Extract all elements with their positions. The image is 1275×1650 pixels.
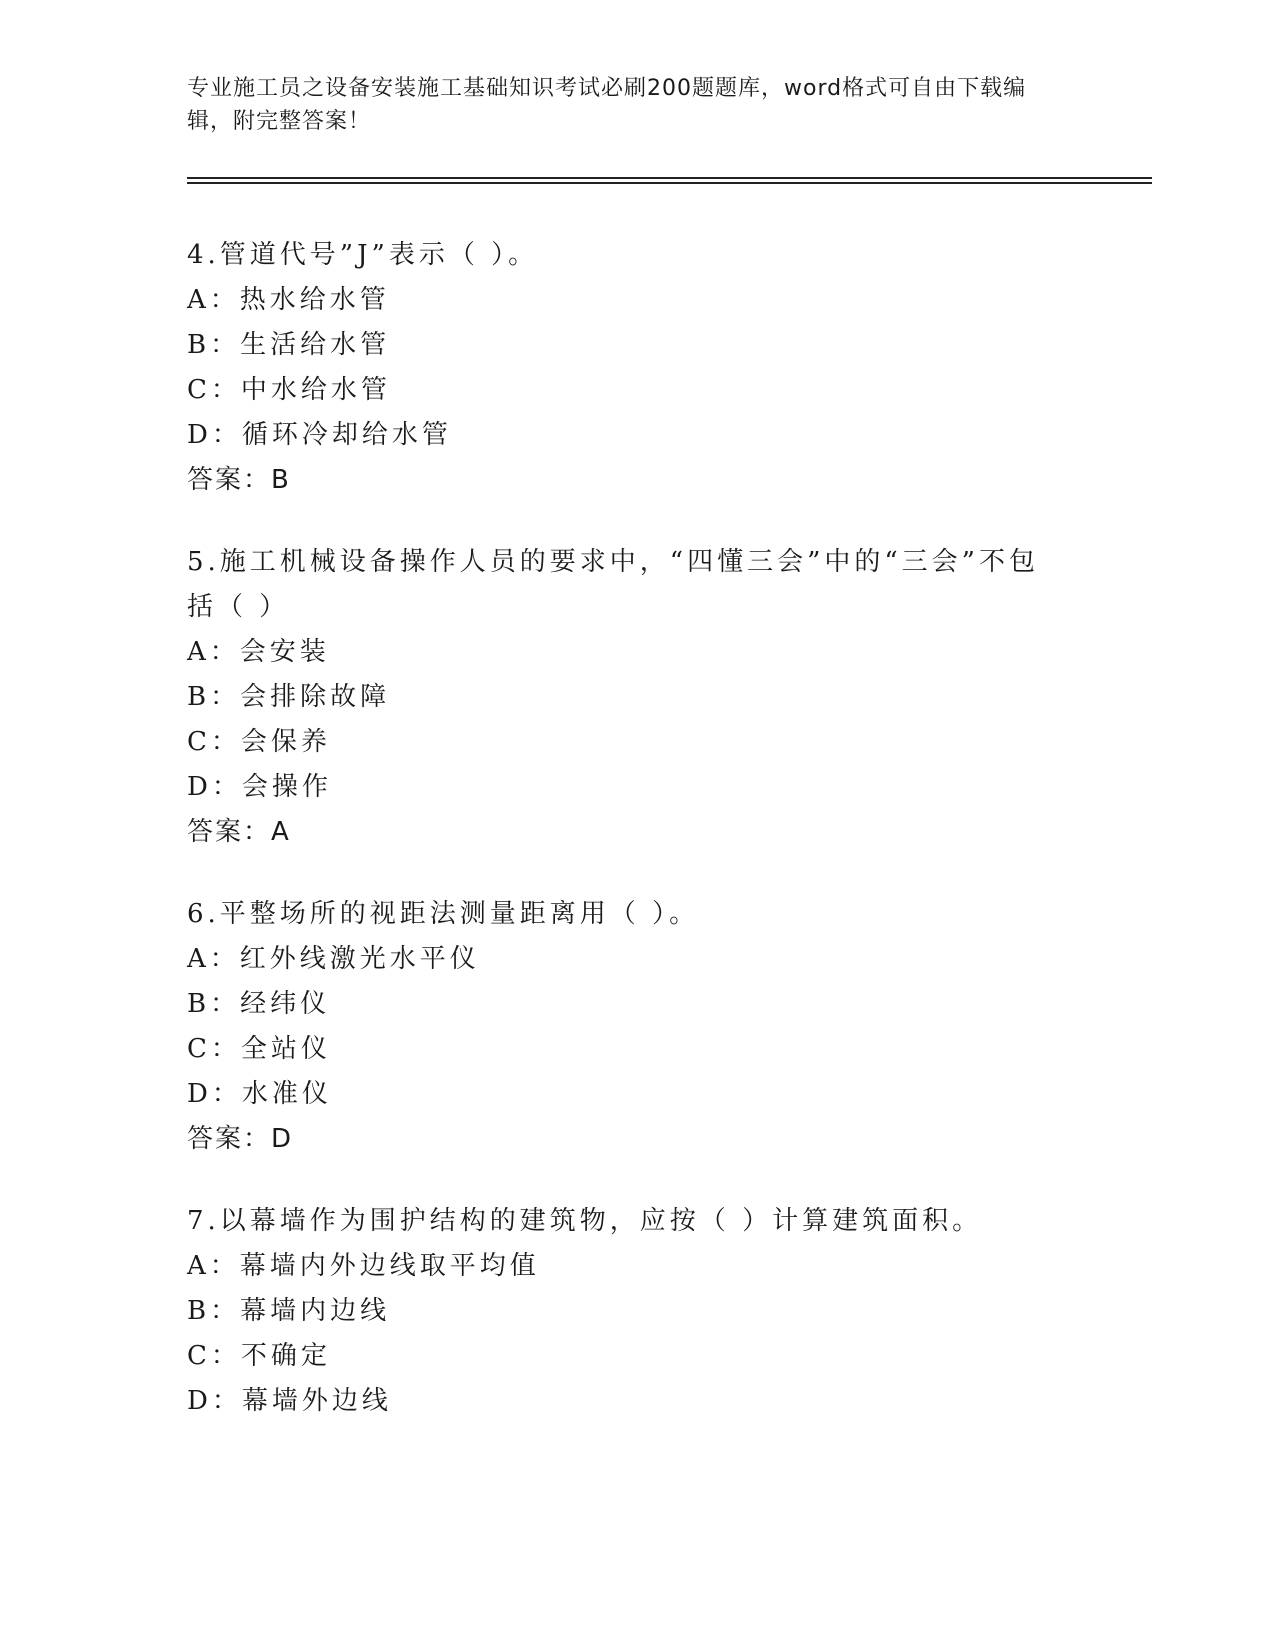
- header-divider-bottom: [187, 182, 1152, 184]
- question-item: [187, 1199, 1087, 1424]
- question-stem: 5.施工机械设备操作人员的要求中，“四懂三会”中的“三会”不包括（ ）: [187, 547, 1039, 622]
- question-stem: 6.平整场所的视距法测量距离用（ ）。: [187, 899, 700, 929]
- option-b: B：生活给水管: [187, 330, 391, 360]
- question-item: [187, 540, 1087, 855]
- option-d: D：幕墙外边线: [187, 1386, 392, 1416]
- option-c: C：全站仪: [187, 1034, 331, 1064]
- option-a: A：会安装: [187, 637, 330, 667]
- option-b: B：幕墙内边线: [187, 1296, 391, 1326]
- option-d: D：水准仪: [187, 1079, 332, 1109]
- answer-line: 答案：D: [187, 1124, 294, 1154]
- option-b: B：经纬仪: [187, 989, 331, 1019]
- option-a: A：红外线激光水平仪: [187, 944, 480, 974]
- question-item: [187, 233, 1087, 503]
- header-divider-top: [187, 177, 1152, 179]
- option-a: A：幕墙内外边线取平均值: [187, 1251, 540, 1281]
- question-stem: 7.以幕墙作为围护结构的建筑物，应按（ ）计算建筑面积。: [187, 1206, 983, 1236]
- question-stem: 4.管道代号”J”表示（ ）。: [187, 240, 539, 270]
- question-item: [187, 892, 1087, 1162]
- option-b: B：会排除故障: [187, 682, 391, 712]
- answer-line: 答案：B: [187, 465, 291, 495]
- option-c: C：会保养: [187, 727, 331, 757]
- option-d: D：会操作: [187, 772, 332, 802]
- option-a: A：热水给水管: [187, 285, 390, 315]
- document-header: 专业施工员之设备安装施工基础知识考试必刷200题题库，word格式可自由下载编辑，附完整答案！: [187, 76, 1027, 134]
- option-c: C：不确定: [187, 1341, 331, 1371]
- answer-line: 答案：A: [187, 817, 291, 847]
- option-c: C：中水给水管: [187, 375, 391, 405]
- question-list: [187, 233, 1087, 1461]
- option-d: D：循环冷却给水管: [187, 420, 452, 450]
